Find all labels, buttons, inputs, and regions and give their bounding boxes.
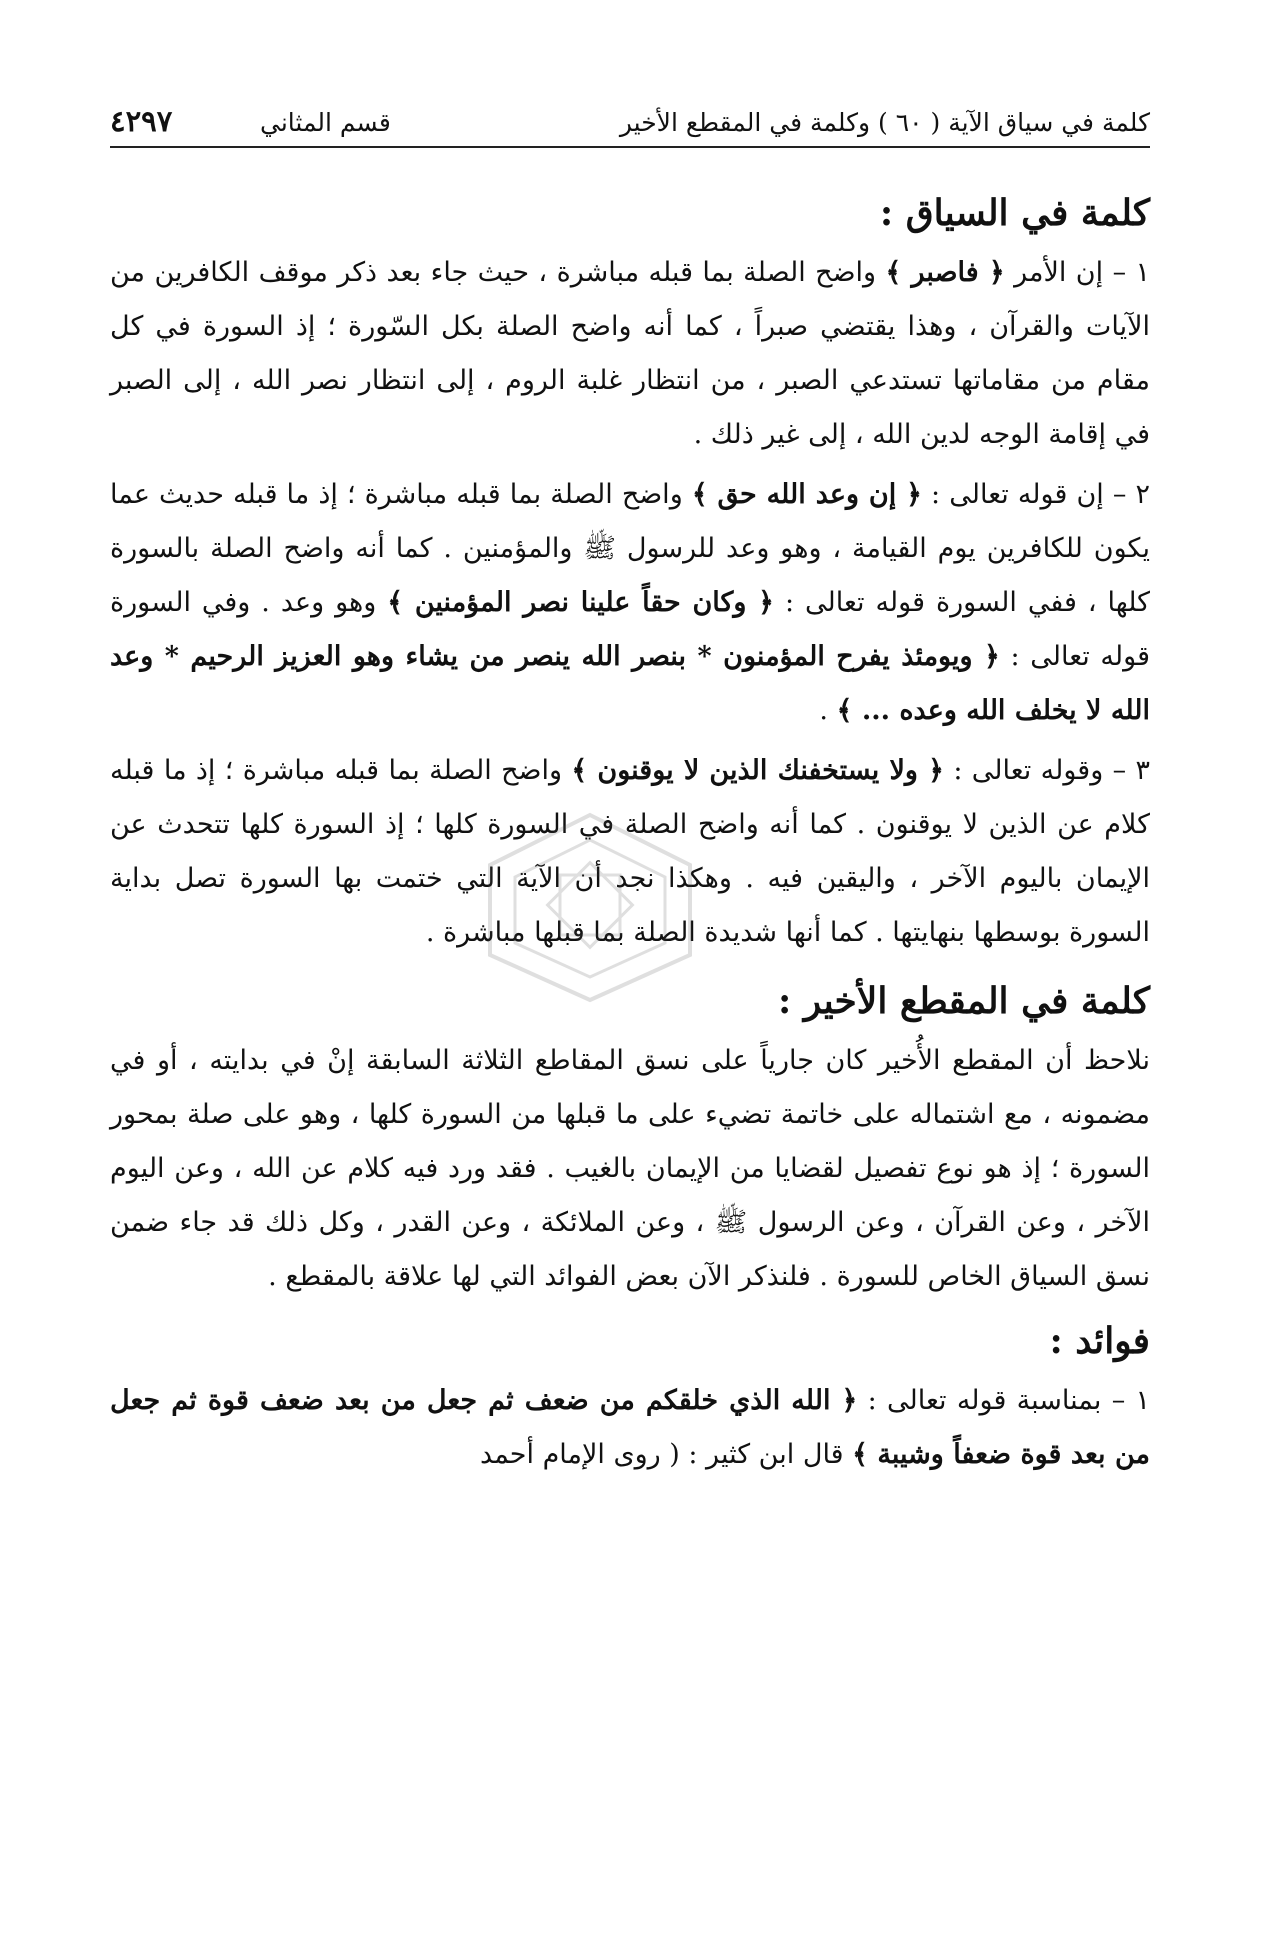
paragraph-1-text-c: واضح الصلة بما قبله مباشرة ، حيث جاء بعد ذكر موقف الكافرين من الآيات والقرآن ، وهذا يقتضي صبراً ، كما أنه واضح الصلة بكل السّورة ؛ إذ السورة في كل مقام من مقاماتها تستدعي الصبر ، من انتظار غلبة الروم ، إلى انتظار نصر الله ، إلى الصبر في إقامة الوجه لدين الله ، إلى غير ذلك . [110, 257, 1150, 450]
book-page [110, 104, 1151, 1908]
paragraph-3-text-c: واضح الصلة بما قبله مباشرة ؛ إذ ما قبله كلام عن الذين لا يوقنون . كما أنه واضح الصلة في السورة كلها ؛ إذ السورة كلها تتحدث عن الإيمان باليوم الآخر ، واليقين فيه . وهكذا نجد أن الآية التي ختمت بها السورة تصل بداية السورة بوسطها بنهايتها . كما أنها شديدة الصلة بما قبلها مباشرة . [110, 755, 1150, 948]
quran-quote: ﴿ ويومئذ يفرح المؤمنون * بنصر الله ينصر من يشاء وهو العزيز الرحيم * وعد الله لا يخلف الله وعده ... ﴾ [110, 641, 1150, 726]
paragraph-3-text-a: ٣ – وقوله تعالى : [943, 755, 1151, 786]
paragraph-2 [110, 468, 1150, 738]
quran-quote: ﴿ إن وعد الله حق ﴾ [691, 479, 922, 510]
paragraph-1 [110, 246, 1150, 462]
paragraph-5-text-a: ١ – بمناسبة قوله تعالى : [857, 1385, 1151, 1416]
context-heading: كلمة في السياق : [879, 192, 1150, 234]
paragraph-2-text-c: واضح الصلة بما قبله مباشرة ؛ إذ ما قبله حديث عما يكون للكافرين يوم القيامة ، وهو وعد للرسول ﷺ والمؤمنين . كما أنه واضح الصلة بالسورة كلها ، ففي السورة قوله تعالى : [110, 479, 1150, 618]
running-title: كلمة في سياق الآية ( ٦٠ ) وكلمة في المقطع الأخير [619, 108, 1150, 137]
library-stamp-watermark [460, 805, 720, 1005]
quran-quote: ﴿ الله الذي خلقكم من ضعف ثم جعل من بعد ضعف قوة ثم جعل من بعد قوة ضعفاً وشيبة ﴾ [110, 1385, 1150, 1470]
paragraph-2-text-g: . [819, 695, 837, 726]
paragraph-5 [110, 1374, 1150, 1482]
section-name: قسم المثاني [260, 108, 391, 137]
quran-quote: ﴿ وكان حقاً علينا نصر المؤمنين ﴾ [387, 587, 775, 618]
page-number: ٤٢٩٧ [110, 104, 173, 138]
last-section-heading: كلمة في المقطع الأخير : [777, 980, 1150, 1022]
page-header [110, 104, 1150, 148]
paragraph-2-text-e: وهو وعد . وفي السورة قوله تعالى : [110, 587, 1150, 672]
quran-quote: ﴿ ولا يستخفنك الذين لا يوقنون ﴾ [571, 755, 944, 786]
quran-quote: ﴿ فاصبر ﴾ [885, 257, 1005, 288]
paragraph-2-text-a: ٢ – إن قوله تعالى : [921, 479, 1150, 510]
benefits-heading: فوائد : [1049, 1320, 1150, 1362]
paragraph-4: نلاحظ أن المقطع الأُخير كان جارياً على نسق المقاطع الثلاثة السابقة إنْ في بدايته ، أو في مضمونه ، مع اشتماله على خاتمة تضيء على ما قبلها من السورة كلها ، وهو على صلة بمحور السورة ؛ إذ هو نوع تفصيل لقضايا من الإيمان بالغيب . فقد ورد فيه كلام عن الله ، وعن اليوم الآخر ، وعن القرآن ، وعن الرسول ﷺ ، وعن الملائكة ، وعن القدر ، وكل ذلك قد جاء ضمن نسق السياق الخاص للسورة . فلنذكر الآن بعض الفوائد التي لها علاقة بالمقطع . [110, 1045, 1150, 1292]
paragraph-1-text-a: ١ – إن الأمر [1004, 257, 1151, 288]
paragraph-5-text-c: قال ابن كثير : ( روى الإمام أحمد [480, 1439, 853, 1470]
